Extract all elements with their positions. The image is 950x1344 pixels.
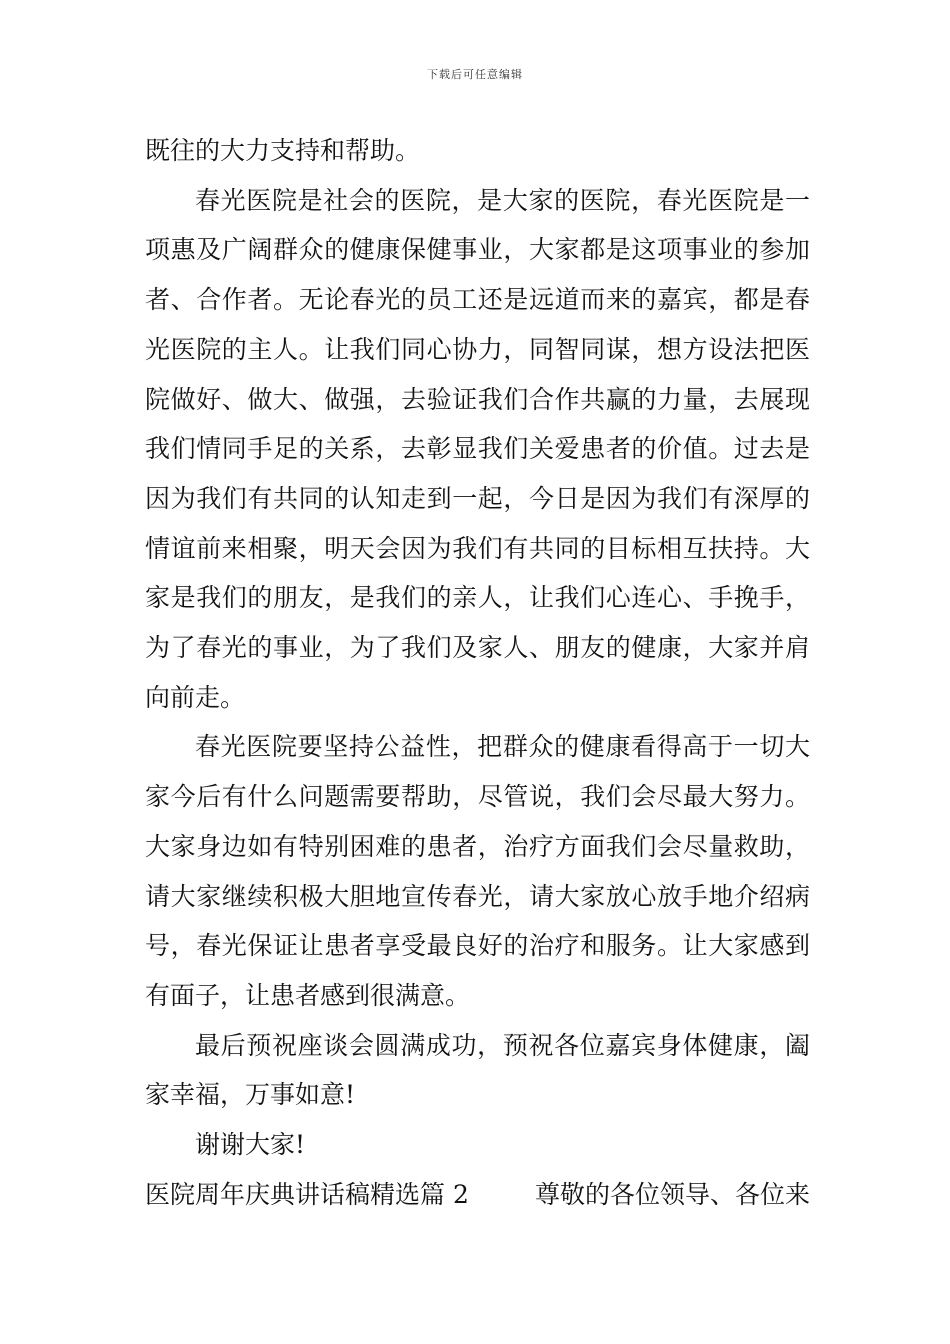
- paragraph-continuation: 既往的大力支持和帮助。: [145, 136, 421, 165]
- paragraph-closing-wishes: 最后预祝座谈会圆满成功，预祝各位嘉宾身体健康，阖家幸福，万事如意!: [145, 1030, 810, 1110]
- paragraph-hospital-mission: 春光医院是社会的医院，是大家的医院，春光医院是一项惠及广阔群众的健康保健事业，大家都是这项事业的参加者、合作者。无论春光的员工还是远道而来的嘉宾，都是春光医院的主人。让我们同心协力，同智同谋，想方设法把医院做好、做大、做强，去验证我们合作共赢的力量，去展现我们情同手足的关系，去彰显我们关爱患者的价值。过去是因为我们有共同的认知走到一起，今日是因为我们有深厚的情谊前来相聚，明天会因为我们有共同的目标相互扶持。大家是我们的朋友，是我们的亲人，让我们心连心、手挽手，为了春光的事业，为了我们及家人、朋友的健康，大家并肩向前走。: [145, 185, 810, 712]
- section-title: 医院周年庆典讲话稿精选篇 2: [145, 1179, 469, 1209]
- paragraph-public-welfare: 春光医院要坚持公益性，把群众的健康看得高于一切大家今后有什么问题需要帮助，尽管说，我们会尽最大努力。大家身边如有特别困难的患者，治疗方面我们会尽量救助，请大家继续积极大胆地宣传春光，请大家放心放手地介绍病号，春光保证让患者享受最良好的治疗和服务。让大家感到有面子，让患者感到很满意。: [145, 732, 810, 1010]
- paragraph-thanks: 谢谢大家!: [195, 1130, 306, 1160]
- page-header: 下载后可任意编辑: [427, 68, 523, 81]
- section-opening-text: 尊敬的各位领导、各位来: [534, 1179, 810, 1209]
- section-heading-line: [145, 1170, 810, 1220]
- document-body: [145, 126, 810, 1219]
